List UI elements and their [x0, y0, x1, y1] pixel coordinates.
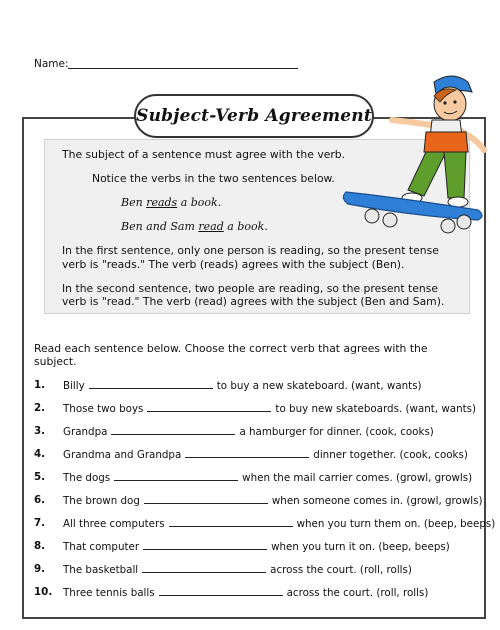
example-sentence-1: Ben reads a book.	[121, 196, 222, 209]
notice-text: Notice the verbs in the two sentences below.	[92, 172, 335, 185]
example-verb-1: reads	[146, 196, 178, 209]
skateboarder-illustration	[342, 70, 490, 240]
answer-blank[interactable]	[144, 494, 268, 504]
answer-blank[interactable]	[114, 471, 238, 481]
instructions-line1: Read each sentence below. Choose the correct verb that agrees with the	[34, 342, 428, 355]
name-blank-line[interactable]	[68, 68, 298, 69]
para1-line1: In the first sentence, only one person is reading, so the present tense	[62, 244, 439, 257]
instructions-line2: subject.	[34, 355, 77, 368]
answer-blank[interactable]	[142, 563, 266, 573]
answer-blank[interactable]	[143, 540, 267, 550]
name-label: Name:	[34, 58, 69, 70]
rule-text: The subject of a sentence must agree with the verb.	[62, 148, 346, 161]
example-sentence-2: Ben and Sam read a book.	[121, 220, 268, 233]
answer-blank[interactable]	[111, 425, 235, 435]
para2-line1: In the second sentence, two people are reading, so the present tense	[62, 282, 438, 295]
answer-blank[interactable]	[159, 586, 283, 596]
para2-line2: verb is "read." The verb (read) agrees with the subject (Ben and Sam).	[62, 295, 445, 308]
page-title: Subject-Verb Agreement	[134, 94, 374, 138]
example-verb-2: read	[198, 220, 224, 233]
answer-blank[interactable]	[89, 379, 213, 389]
answer-blank[interactable]	[185, 448, 309, 458]
answer-blank[interactable]	[147, 402, 271, 412]
para1-line2: verb is "reads." The verb (reads) agrees with the subject (Ben).	[62, 258, 405, 271]
answer-blank[interactable]	[169, 517, 293, 527]
